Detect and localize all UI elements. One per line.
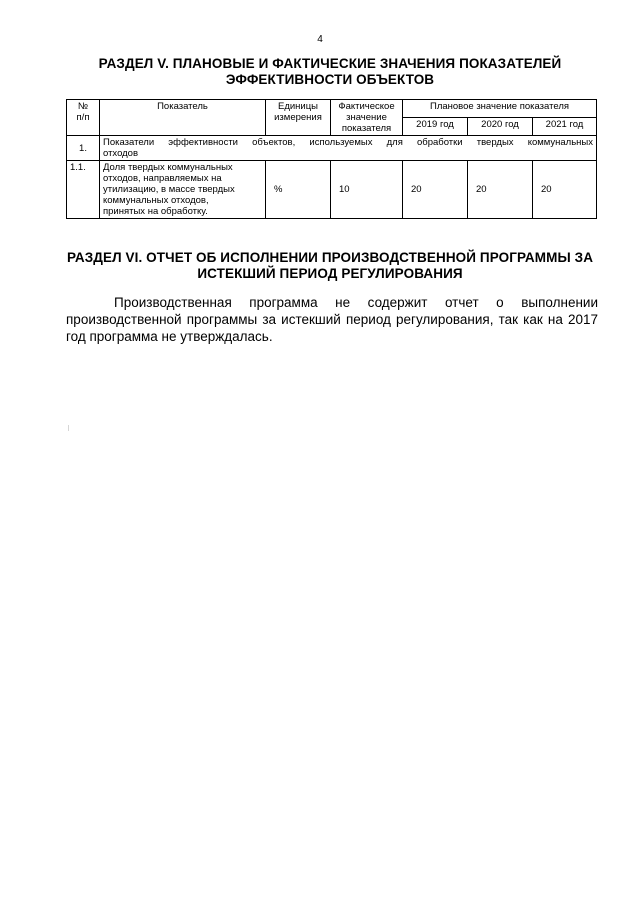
header-num-line-1: № [77,101,89,112]
header-actual-line-3: показателя [341,123,392,134]
row-indicator-line-2: отходов, направляемых на [103,173,222,184]
page-number: 4 [317,34,323,45]
header-year-2019: 2019 год [403,118,468,136]
header-units [266,100,331,136]
header-year-2021: 2021 год [533,118,597,136]
header-num-line-2: п/п [76,112,90,123]
section-6-title-line-2: ИСТЕКШИЙ ПЕРИОД РЕГУЛИРОВАНИЯ [197,266,463,281]
header-actual [331,100,403,136]
section-6-title-line-1: РАЗДЕЛ VI. ОТЧЕТ ОБ ИСПОЛНЕНИИ ПРОИЗВОДСТВЕННОЙ ПРОГРАММЫ ЗА [66,250,594,265]
table-row [67,161,597,219]
row-indicator-line-4: коммунальных отходов, [103,195,209,206]
section-5-title-line-2: ЭФФЕКТИВНОСТИ ОБЪЕКТОВ [225,72,435,87]
row-indicator-line-1: Доля твердых коммунальных [103,162,233,173]
header-year-2020: 2020 год [468,118,533,136]
scan-artifact-mark [68,425,69,431]
row-plan-2019: 20 [403,161,468,219]
row-plan-2021: 20 [533,161,597,219]
header-planned: Плановое значение показателя [403,100,597,118]
group-label [100,136,597,161]
header-actual-line-1: Фактическое [338,101,395,112]
section-6-body [66,294,598,345]
section-6-title [60,250,600,282]
row-actual: 10 [331,161,403,219]
header-indicator: Показатель [100,100,266,136]
group-label-line-1: Показатели эффективности объектов, используемых для обработки твердых коммунальных [103,137,594,148]
section-5-title-line-1: РАЗДЕЛ V. ПЛАНОВЫЕ И ФАКТИЧЕСКИЕ ЗНАЧЕНИЯ ПОКАЗАТЕЛЕЙ [98,56,562,71]
performance-indicators-table [66,99,597,219]
header-actual-line-2: значение [346,112,387,123]
row-plan-2020: 20 [468,161,533,219]
row-num: 1.1. [67,161,100,219]
row-indicator-line-5: принятых на обработку. [103,206,208,217]
group-num: 1. [67,136,100,161]
header-num [67,100,100,136]
row-unit: % [266,161,331,219]
header-units-line-2: измерения [274,112,322,123]
section-6-paragraph: Производственная программа не содержит отчет о выполнении производственной программы за истекший период регулирования, так как на 2017 год программа не утверждалась. [66,295,598,344]
table-header-row [67,100,597,118]
group-label-line-2: отходов [103,148,139,159]
table-group-row [67,136,597,161]
section-5-title [60,56,600,88]
row-indicator-line-3: утилизацию, в массе твердых [103,184,235,195]
row-indicator [100,161,266,219]
header-units-line-1: Единицы [277,101,318,112]
